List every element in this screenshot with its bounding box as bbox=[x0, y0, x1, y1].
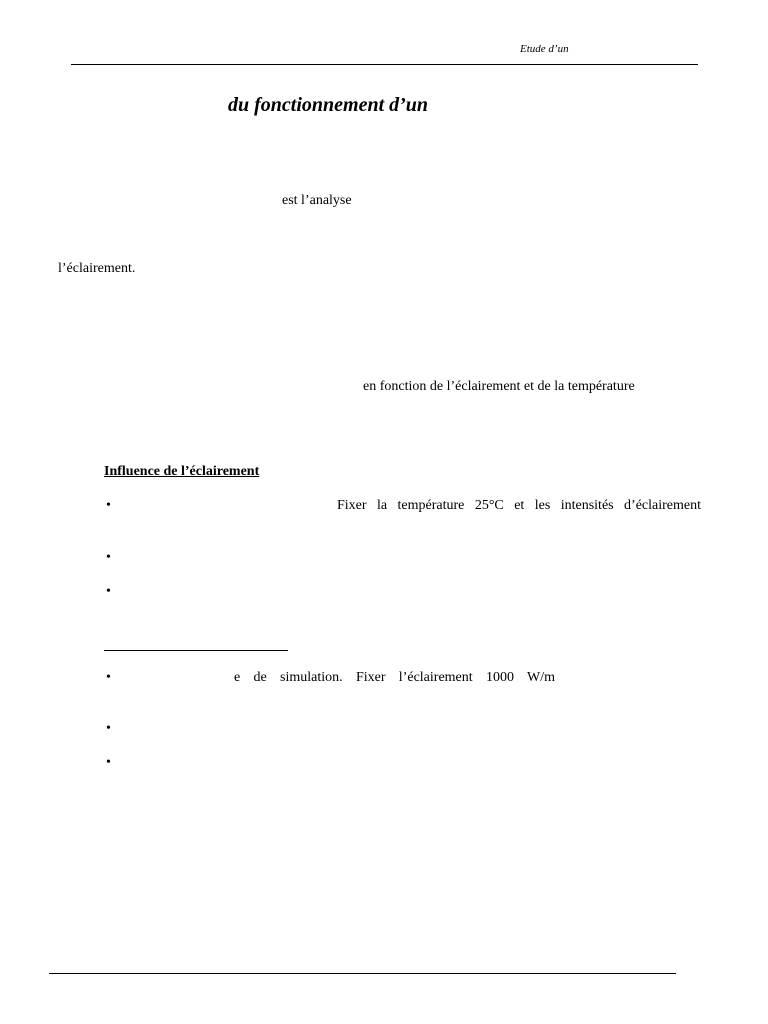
bullet-text-illumination: Fixer la température 25°C et les intensités d’éclairement bbox=[337, 498, 701, 513]
paragraph-fragment-2: l’éclairement. bbox=[58, 261, 136, 276]
section-title: du fonctionnement d’un bbox=[228, 94, 429, 116]
bullet-marker: • bbox=[106, 584, 111, 599]
bullet-marker: • bbox=[106, 721, 111, 736]
bullet-marker: • bbox=[106, 670, 111, 685]
bullet-marker: • bbox=[106, 498, 111, 513]
running-header: Etude d’un bbox=[520, 43, 569, 55]
bullet-text-temperature: e de simulation. Fixer l’éclairement 1000 W/m bbox=[234, 670, 555, 685]
paragraph-fragment-1: est l’analyse bbox=[282, 193, 352, 208]
subsection-heading-underline bbox=[104, 650, 288, 651]
bullet-marker: • bbox=[106, 550, 111, 565]
paragraph-fragment-3: en fonction de l’éclairement et de la température bbox=[363, 379, 635, 394]
footer-rule bbox=[49, 973, 676, 974]
bullet-marker: • bbox=[106, 755, 111, 770]
subsection-heading-illumination: Influence de l’éclairement bbox=[104, 464, 260, 479]
header-rule bbox=[71, 64, 698, 65]
